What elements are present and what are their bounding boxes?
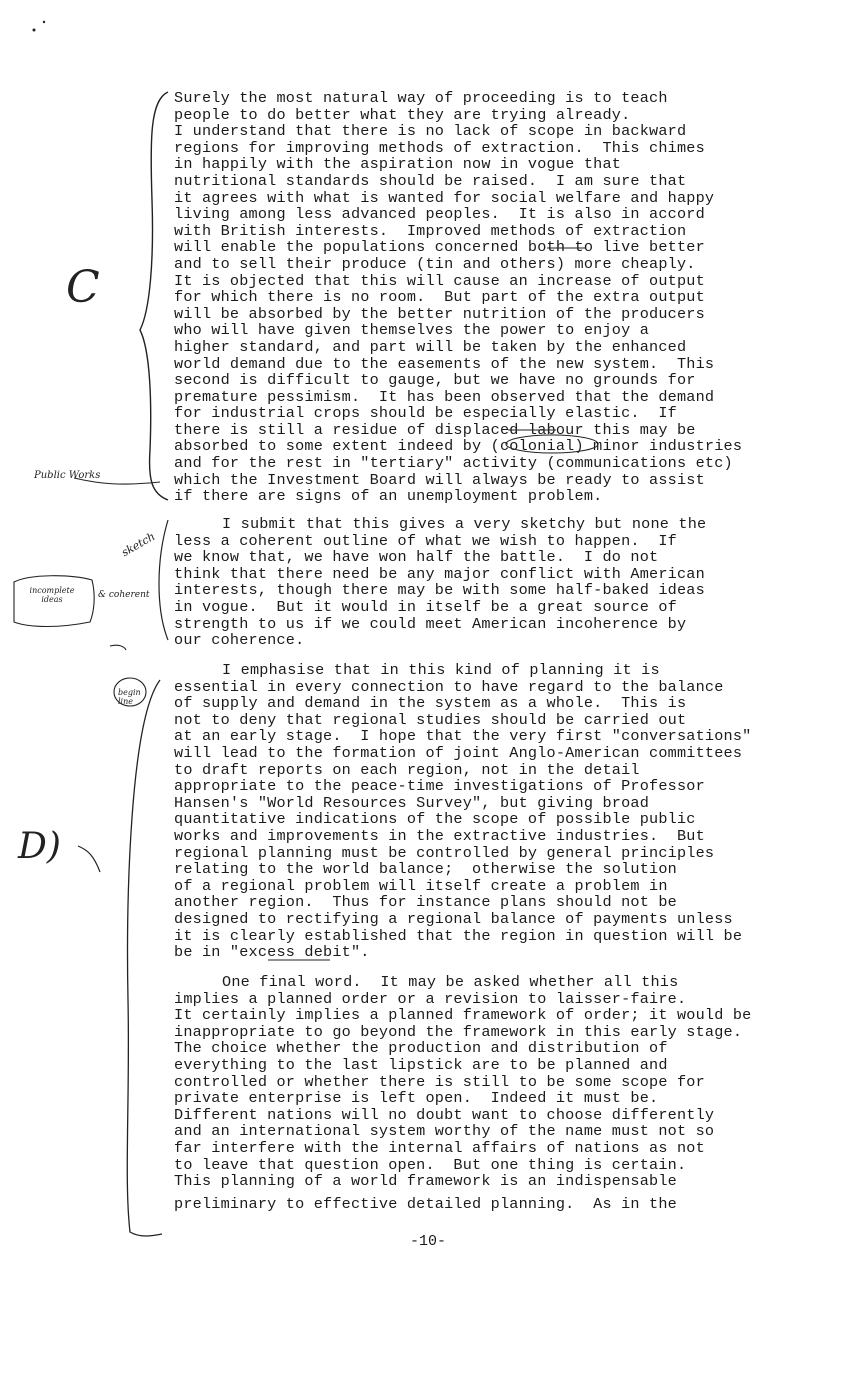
text-line: It is objected that this will cause an increase of output (174, 272, 705, 290)
margin-letter-c: C (66, 262, 100, 313)
text-line: which the Investment Board will always be ready to assist (174, 471, 705, 489)
text-line: quantitative indications of the scope of possible public (174, 811, 696, 828)
text-line: regions for improving methods of extraction. This chimes (174, 139, 705, 157)
text-line: at an early stage. I hope that the very first "conversations" (174, 728, 752, 745)
text-line: premature pessimism. It has been observed that the demand (174, 388, 715, 406)
text-line: second is difficult to gauge, but we have no grounds for (174, 372, 696, 389)
text-line: nutritional standards should be raised. I am sure that (174, 172, 687, 190)
text-line: preliminary to effective detailed planning. As in the (174, 1195, 677, 1213)
text-line: for industrial crops should be especially elastic. If (174, 405, 677, 422)
text-line: we know that, we have won half the battle. I do not (174, 549, 659, 566)
text-line: with British interests. Improved methods of extraction (174, 222, 687, 240)
text-line: and for the rest in "tertiary" activity (communications etc) (174, 455, 733, 472)
text-line: strength to us if we could meet American incoherence by (174, 615, 687, 633)
text-line: controlled or whether there is still to be some scope for (174, 1073, 705, 1091)
public-works-note: Public Works (34, 470, 101, 481)
text-line: of a regional problem will itself create a problem in (174, 877, 668, 895)
text-line: and an international system worthy of the name must not so (174, 1123, 715, 1140)
text-line: our coherence. (174, 632, 305, 649)
text-line: I submit that this gives a very sketchy but none the (222, 516, 707, 533)
text-line: relating to the world balance; otherwise the solution (174, 861, 677, 878)
text-line: not to deny that regional studies should be carried out (174, 711, 687, 729)
coherent-side-note: & coherent (98, 590, 150, 600)
text-line: if there are signs of an unemployment problem. (174, 488, 603, 505)
text-line: there is still a residue of displaced labour this may be (174, 421, 696, 439)
text-line: I understand that there is no lack of scope in backward (174, 123, 687, 140)
text-line: inappropriate to go beyond the framework in this early stage. (174, 1023, 743, 1041)
text-line: Hansen's "World Resources Survey", but giving broad (174, 794, 650, 812)
text-line: will enable the populations concerned both to live better (174, 239, 705, 256)
text-line: It certainly implies a planned framework of order; it would be (174, 1007, 752, 1024)
text-line: living among less advanced peoples. It is also in accord (174, 206, 705, 223)
incomplete-ideas-note: incomplete ideas (29, 586, 75, 604)
sketch-note: sketch (119, 529, 158, 560)
page-number: -10- (410, 1233, 447, 1250)
text-line: will lead to the formation of joint Anglo-American committees (174, 744, 743, 762)
text-line: people to do better what they are trying already. (174, 106, 631, 124)
text-line: The choice whether the production and distribution of (174, 1040, 668, 1057)
paragraph-1 (174, 90, 774, 505)
paragraph-4 (174, 974, 774, 1212)
text-line: who will have given themselves the power to enjoy a (174, 322, 650, 339)
text-line: higher standard, and part will be taken by the enhanced (174, 338, 687, 356)
text-line: to leave that question open. But one thing is certain. (174, 1156, 687, 1174)
text-line: essential in every connection to have regard to the balance (174, 678, 724, 696)
text-line: absorbed to some extent indeed by (colonial) minor industries (174, 438, 743, 456)
text-line: will be absorbed by the better nutrition of the producers (174, 305, 705, 323)
begin-line-note: begin line (118, 688, 141, 706)
text-line: in vogue. But it would in itself be a great source of (174, 598, 677, 616)
text-line: of supply and demand in the system as a whole. This is (174, 695, 687, 712)
text-line: I emphasise that in this kind of planning it is (222, 662, 660, 679)
paragraph-3 (174, 662, 774, 961)
text-line: Surely the most natural way of proceeding is to teach (174, 90, 668, 107)
text-line: think that there need be any major conflict with American (174, 565, 705, 583)
text-line: it agrees with what is wanted for social welfare and happy (174, 189, 715, 207)
text-line: for which there is no room. But part of the extra output (174, 289, 705, 306)
text-line: it is clearly established that the region in question will be (174, 927, 743, 945)
margin-letter-d: D) (18, 826, 61, 867)
text-line: This planning of a world framework is an indispensable (174, 1173, 677, 1190)
text-line: another region. Thus for instance plans should not be (174, 894, 677, 911)
text-line: One final word. It may be asked whether all this (222, 974, 679, 991)
text-line: be in "excess debit". (174, 944, 370, 961)
text-line: everything to the last lipstick are to be planned and (174, 1056, 668, 1074)
text-line: less a coherent outline of what we wish to happen. If (174, 532, 677, 550)
text-line: far interfere with the internal affairs of nations as not (174, 1139, 705, 1157)
text-line: to draft reports on each region, not in the detail (174, 761, 640, 779)
text-line: works and improvements in the extractive industries. But (174, 827, 705, 845)
text-line: designed to rectifying a regional balance of payments unless (174, 910, 733, 928)
text-line: world demand due to the easements of the new system. This (174, 355, 715, 373)
text-line: implies a planned order or a revision to laisser-faire. (174, 990, 687, 1008)
text-line: in happily with the aspiration now in vogue that (174, 156, 622, 173)
paragraph-2 (174, 516, 774, 649)
text-line: and to sell their produce (tin and others) more cheaply. (174, 255, 696, 273)
text-line: regional planning must be controlled by general principles (174, 844, 715, 862)
text-line: appropriate to the peace-time investigations of Professor (174, 778, 705, 795)
text-line: Different nations will no doubt want to choose differently (174, 1106, 715, 1124)
text-line: interests, though there may be with some half-baked ideas (174, 582, 705, 599)
text-line: private enterprise is left open. Indeed it must be. (174, 1090, 659, 1107)
